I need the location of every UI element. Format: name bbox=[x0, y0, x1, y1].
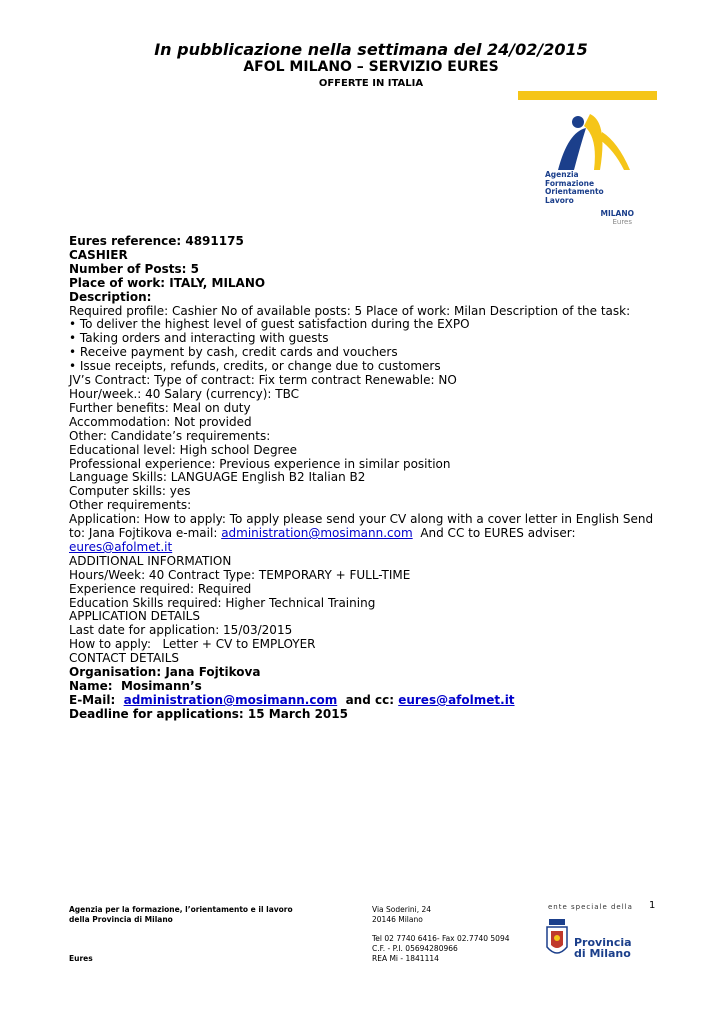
place-of-work: Place of work: ITALY, MILANO bbox=[69, 275, 266, 290]
footer-vat: C.F. - P.I. 05694280966 bbox=[372, 944, 458, 953]
contact-name: Name: Mosimann’s bbox=[69, 679, 202, 693]
task-bullet: • Issue receipts, refunds, credits, or change due to customers bbox=[69, 359, 441, 374]
application-text: Application: How to apply: To apply please send your CV along with a cover letter in English Send to: Jana Fojtikova e-mail: bbox=[69, 512, 654, 541]
how-to-apply: How to apply: Letter + CV to EMPLOYER bbox=[69, 637, 316, 652]
organisation: Organisation: Jana Fojtikova bbox=[69, 665, 261, 680]
footer-phone: Tel 02 7740 6416- Fax 02.7740 5094 bbox=[372, 934, 510, 943]
afol-logo-text bbox=[545, 171, 604, 205]
email-label: E-Mail: bbox=[69, 692, 116, 707]
logo-line-agenzia: Agenzia bbox=[545, 170, 579, 179]
and-cc-label: and cc: bbox=[345, 692, 395, 707]
further-benefits: Further benefits: Meal on duty bbox=[69, 400, 251, 415]
contact-cc-email-link[interactable]: eures@afolmet.it bbox=[398, 692, 515, 707]
logo-line-orientamento: Orientamento bbox=[545, 187, 604, 196]
provincia-text bbox=[574, 937, 632, 959]
page-title: In pubblicazione nella settimana del 24/02/2015 bbox=[154, 40, 588, 59]
footer-rea: REA Mi - 1841114 bbox=[372, 954, 439, 963]
description-text: Required profile: Cashier No of available posts: 5 Place of work: Milan Description of the task: bbox=[69, 303, 631, 318]
experience-required: Experience required: Required bbox=[69, 581, 252, 596]
description-label: Description: bbox=[69, 289, 152, 304]
footer-city: 20146 Milano bbox=[372, 915, 423, 924]
logo-city: MILANO bbox=[600, 209, 634, 218]
accommodation: Accommodation: Not provided bbox=[69, 414, 252, 429]
provincia-line2: di Milano bbox=[574, 947, 631, 960]
contact-details-header: CONTACT DETAILS bbox=[69, 651, 179, 666]
footer-address bbox=[372, 905, 431, 925]
footer-contacts bbox=[372, 934, 510, 964]
task-bullet: • Receive payment by cash, credit cards and vouchers bbox=[69, 345, 398, 360]
educational-level: Educational level: High school Degree bbox=[69, 442, 297, 457]
contract-info: JV’s Contract: Type of contract: Fix term contract Renewable: NO bbox=[69, 373, 457, 388]
application-details-header: APPLICATION DETAILS bbox=[69, 609, 200, 624]
afol-logo bbox=[538, 112, 638, 232]
contact-email-link[interactable]: administration@mosimann.com bbox=[123, 692, 338, 707]
last-date: Last date for application: 15/03/2015 bbox=[69, 623, 293, 638]
provincia-crest-icon bbox=[545, 917, 571, 962]
footer-agency-line2: della Provincia di Milano bbox=[69, 915, 173, 924]
additional-info-header: ADDITIONAL INFORMATION bbox=[69, 553, 232, 568]
logo-line-lavoro: Lavoro bbox=[545, 195, 574, 205]
page-subtitle: AFOL MILANO – SERVIZIO EURES bbox=[243, 59, 499, 75]
afol-figure-icon bbox=[538, 112, 638, 172]
contact-email-line bbox=[69, 694, 669, 708]
section-title: OFFERTE IN ITALIA bbox=[318, 78, 424, 89]
job-offer bbox=[69, 235, 669, 722]
computer-skills: Computer skills: yes bbox=[69, 484, 191, 499]
hours-salary: Hour/week.: 40 Salary (currency): TBC bbox=[69, 386, 299, 401]
language-skills: Language Skills: LANGUAGE English B2 Italian B2 bbox=[69, 470, 366, 485]
header-accent-bar bbox=[518, 91, 657, 100]
eures-email-link[interactable]: eures@afolmet.it bbox=[69, 539, 173, 554]
application-instructions bbox=[69, 513, 669, 555]
candidate-requirements: Other: Candidate’s requirements: bbox=[69, 428, 271, 443]
eures-reference: Eures reference: 4891175 bbox=[69, 234, 244, 248]
cc-text: And CC to EURES adviser: bbox=[420, 526, 576, 541]
deadline: Deadline for applications: 15 March 2015 bbox=[69, 706, 348, 721]
logo-line-formazione: Formazione bbox=[545, 178, 595, 188]
task-bullet: • To deliver the highest level of guest satisfaction during the EXPO bbox=[69, 317, 470, 332]
other-requirements: Other requirements: bbox=[69, 498, 192, 513]
hours-contract-type: Hours/Week: 40 Contract Type: TEMPORARY + FULL-TIME bbox=[69, 567, 411, 582]
provincia-logo bbox=[545, 917, 635, 962]
footer-street: Via Soderini, 24 bbox=[372, 905, 432, 914]
job-title: CASHIER bbox=[69, 247, 128, 262]
number-of-posts: Number of Posts: 5 bbox=[69, 261, 199, 276]
footer-agency-line1: Agenzia per la formazione, l’orientamento e il lavoro bbox=[69, 905, 293, 914]
task-bullet: • Taking orders and interacting with guests bbox=[69, 331, 329, 346]
professional-experience: Professional experience: Previous experience in similar position bbox=[69, 456, 451, 471]
footer-ente-label: ente speciale della bbox=[548, 903, 633, 911]
footer-eures: Eures bbox=[69, 954, 93, 963]
page-number: 1 bbox=[649, 900, 656, 911]
provincia-line1: Provincia bbox=[574, 936, 632, 949]
employer-email-link[interactable]: administration@mosimann.com bbox=[221, 526, 413, 541]
education-skills: Education Skills required: Higher Technical Training bbox=[69, 595, 376, 610]
logo-brand: Eures bbox=[612, 218, 632, 226]
footer-agency bbox=[69, 905, 293, 925]
